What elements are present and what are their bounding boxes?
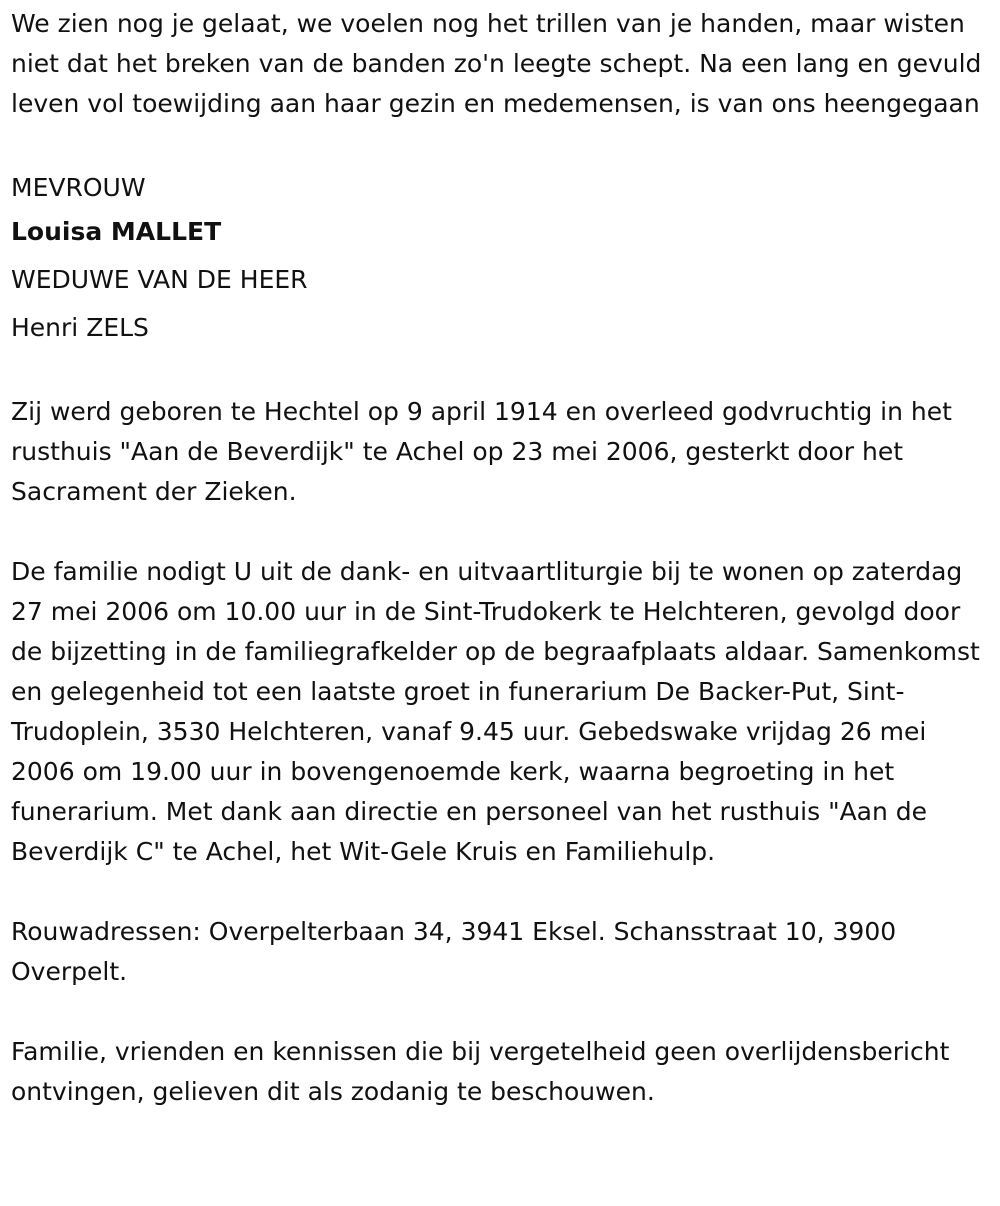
deceased-relation: WEDUWE VAN DE HEER — [11, 265, 308, 294]
deceased-name: Louisa MALLET — [11, 217, 222, 246]
deceased-block — [11, 168, 986, 352]
ceremony-text: De familie nodigt U uit de dank- en uitvaartliturgie bij te wonen op zaterdag 27 mei 2006 om 10.00 uur in de Sint-Trudokerk te Helchteren, gevolgd door de bijzetting in de familiegrafkelder op de begraafplaats aldaar. Samenkomst en gelegenheid tot een laatste groet in funerarium De Backer-Put, Sint-Trudoplein, 3530 Helchteren, vanaf 9.45 uur. Gebedswake vrijdag 26 mei 2006 om 19.00 uur in bovengenoemde kerk, waarna begroeting in het funerarium. Met dank aan directie en personeel van het rusthuis "Aan de Beverdijk C" te Achel, het Wit-Gele Kruis en Familiehulp. — [11, 557, 980, 866]
closing-text: Familie, vrienden en kennissen die bij vergetelheid geen overlijdensbericht ontvingen, gelieven dit als zodanig te beschouwen. — [11, 1037, 950, 1106]
spacer — [11, 124, 986, 164]
spacer — [11, 992, 986, 1032]
spacer — [11, 352, 986, 392]
intro-text: We zien nog je gelaat, we voelen nog het trillen van je handen, maar wisten niet dat het breken van de banden zo'n leegte schept. Na een lang en gevuld leven vol toewijding aan haar gezin en medemensen, is van ons heengegaan — [11, 9, 982, 118]
spacer — [11, 872, 986, 912]
deceased-title: MEVROUW — [11, 173, 146, 202]
deceased-spouse: Henri ZELS — [11, 313, 149, 342]
birth-death-text: Zij werd geboren te Hechtel op 9 april 1914 en overleed godvruchtig in het rusthuis "Aan de Beverdijk" te Achel op 23 mei 2006, gesterkt door het Sacrament der Zieken. — [11, 397, 952, 506]
spacer — [11, 512, 986, 552]
addresses-text: Rouwadressen: Overpelterbaan 34, 3941 Eksel. Schansstraat 10, 3900 Overpelt. — [11, 917, 897, 986]
